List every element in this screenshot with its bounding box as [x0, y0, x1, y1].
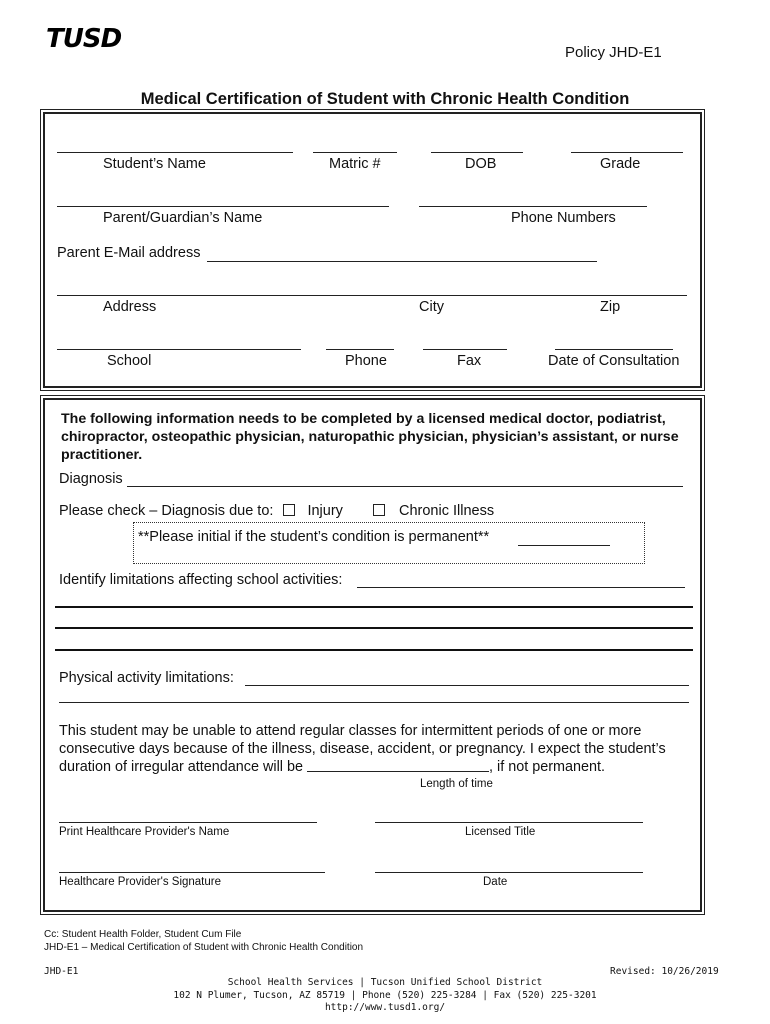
student-info-section: [43, 112, 702, 388]
physical-limitations-field[interactable]: [245, 685, 689, 686]
phone-field[interactable]: [326, 349, 394, 350]
form-reference: JHD-E1 – Medical Certification of Student with Chronic Health Condition: [44, 942, 364, 953]
student-name-label: Student’s Name: [103, 156, 206, 172]
dob-field[interactable]: [431, 152, 523, 153]
chronic-illness-label: Chronic Illness: [399, 503, 495, 519]
form-code: JHD-E1: [44, 966, 79, 977]
provider-notice: The following information needs to be completed by a licensed medical doctor, podiatrist, chiropractor, osteopathic physician, naturopathic physician, physician’s assistant, or nurse practitioner.: [61, 411, 679, 463]
consultation-date-label: Date of Consultation: [548, 353, 680, 369]
diagnosis-cause-label: Please check – Diagnosis due to:: [59, 503, 274, 519]
diagnosis-field[interactable]: [127, 486, 683, 487]
attendance-suffix: , if not permanent.: [489, 759, 605, 775]
chronic-illness-checkbox[interactable]: [373, 504, 385, 516]
date-field[interactable]: [375, 872, 643, 873]
permanent-condition-box: [133, 522, 645, 564]
grade-field[interactable]: [571, 152, 683, 153]
student-name-field[interactable]: [57, 152, 293, 153]
provider-signature-field[interactable]: [59, 872, 325, 873]
phone-numbers-field[interactable]: [419, 206, 647, 207]
fax-field[interactable]: [423, 349, 507, 350]
parent-email-label: Parent E-Mail address: [57, 245, 201, 261]
phone-label: Phone: [345, 353, 387, 369]
parent-name-field[interactable]: [57, 206, 389, 207]
attendance-duration-field[interactable]: [307, 759, 489, 772]
revised-date: Revised: 10/26/2019: [610, 966, 719, 977]
website-link[interactable]: http://www.tusd1.org/: [324, 1002, 446, 1013]
date-label: Date: [483, 876, 508, 888]
office-name: School Health Services | Tucson Unified School District: [227, 977, 543, 988]
attendance-statement: [59, 722, 699, 776]
physical-limitations-line-2[interactable]: [59, 702, 689, 703]
provider-signature-label: Healthcare Provider's Signature: [59, 876, 221, 888]
limitations-field[interactable]: [357, 587, 685, 588]
diagnosis-label: Diagnosis: [59, 471, 123, 487]
injury-checkbox[interactable]: [283, 504, 295, 516]
policy-number: Policy JHD-E1: [565, 44, 662, 61]
provider-name-label: Print Healthcare Provider's Name: [59, 826, 230, 838]
limitations-label: Identify limitations affecting school activities:: [59, 572, 343, 588]
length-of-time-label: Length of time: [420, 778, 493, 790]
consultation-date-field[interactable]: [555, 349, 673, 350]
attendance-text: This student may be unable to attend regular classes for intermittent periods of one or more consecutive days because of the illness, disease, accident, or pregnancy. I expect the student’s duration of irregular attendance will be: [59, 723, 666, 775]
city-label: City: [419, 299, 444, 315]
limitations-line-1[interactable]: [55, 606, 693, 608]
limitations-line-2[interactable]: [55, 627, 693, 629]
provider-name-field[interactable]: [59, 822, 317, 823]
phone-numbers-label: Phone Numbers: [511, 210, 616, 226]
grade-label: Grade: [600, 156, 641, 172]
address-field[interactable]: [57, 295, 687, 296]
medical-info-section: [43, 398, 702, 912]
form-title: Medical Certification of Student with Chronic Health Condition: [140, 90, 630, 108]
school-field[interactable]: [57, 349, 301, 350]
zip-label: Zip: [600, 299, 621, 315]
permanent-initial-label: **Please initial if the student’s condition is permanent**: [138, 529, 490, 545]
limitations-line-3[interactable]: [55, 649, 693, 651]
matric-label: Matric #: [329, 156, 381, 172]
physical-limitations-label: Physical activity limitations:: [59, 670, 234, 686]
tusd-logo: TUSD: [46, 24, 122, 54]
injury-label: Injury: [307, 503, 343, 519]
matric-field[interactable]: [313, 152, 397, 153]
licensed-title-field[interactable]: [375, 822, 643, 823]
parent-email-field[interactable]: [207, 261, 597, 262]
dob-label: DOB: [465, 156, 497, 172]
permanent-initial-field[interactable]: [518, 545, 610, 546]
fax-label: Fax: [457, 353, 482, 369]
address-label: Address: [103, 299, 157, 315]
parent-name-label: Parent/Guardian’s Name: [103, 210, 263, 226]
licensed-title-label: Licensed Title: [465, 826, 536, 838]
cc-line: Cc: Student Health Folder, Student Cum File: [44, 929, 242, 940]
school-label: School: [107, 353, 152, 369]
diagnosis-cause-row: [59, 503, 494, 519]
office-address: 102 N Plumer, Tucson, AZ 85719 | Phone (520) 225-3284 | Fax (520) 225-3201: [173, 990, 597, 1001]
